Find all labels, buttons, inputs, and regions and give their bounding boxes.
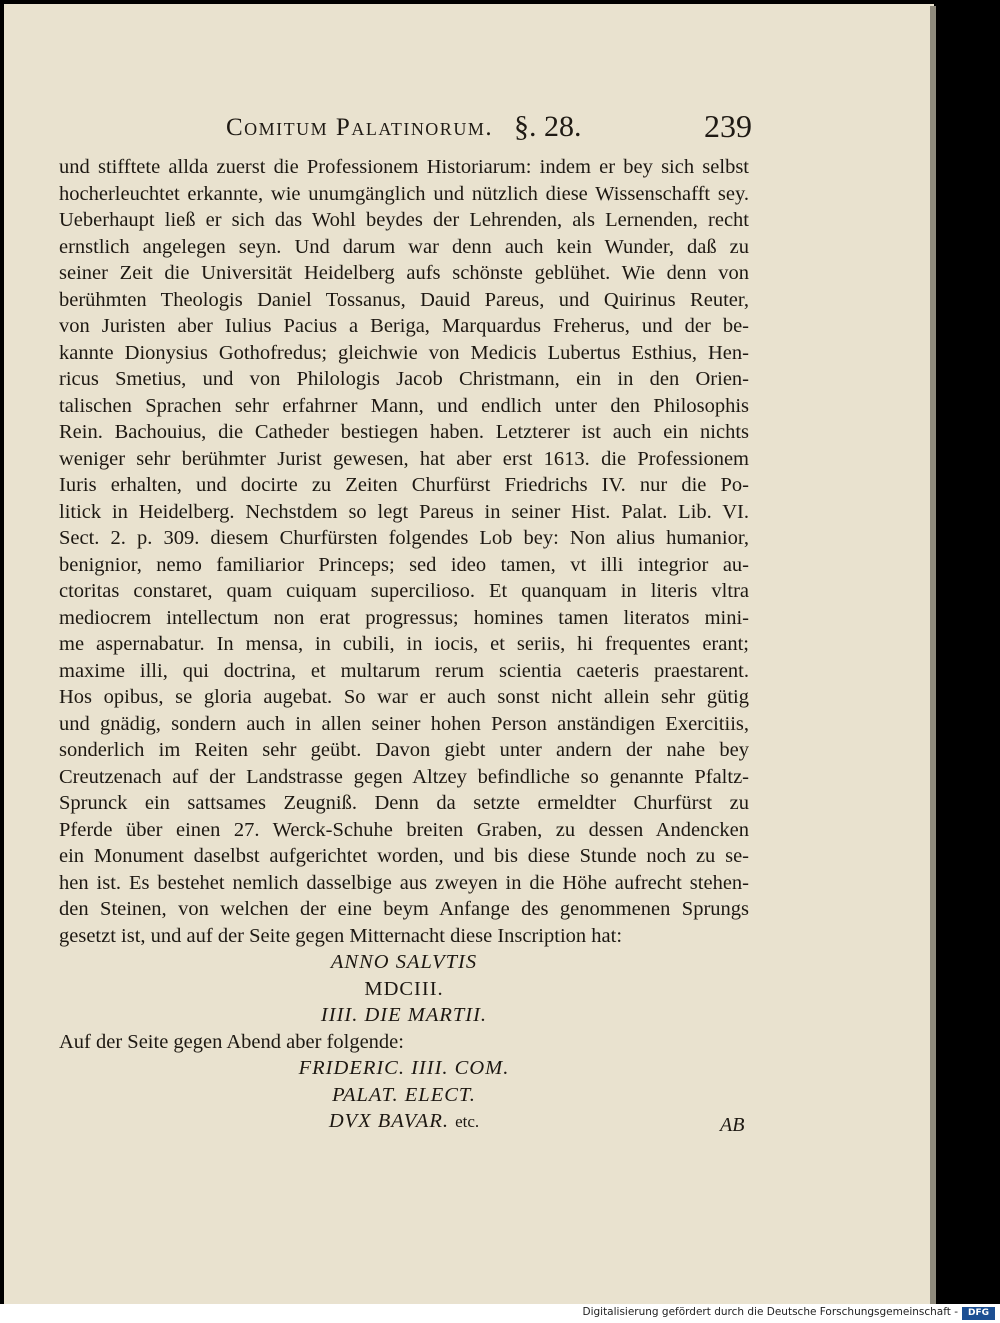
text-line: Sect. 2. p. 309. diesem Churfürsten folgendes Lob bey: Non alius humanior,	[59, 527, 749, 549]
catchword: AB	[720, 1114, 745, 1136]
inscription-west-line-with-etc	[59, 1108, 749, 1135]
running-head-title: Comitum Palatinorum.	[226, 114, 494, 141]
body-text	[59, 154, 749, 1135]
text-line: Rein. Bachouius, die Catheder bestiegen haben. Letzterer ist auch ein nichts	[59, 421, 749, 443]
text-line: Hos opibus, se gloria augebat. So war er auch sonst nicht allein sehr gütig	[59, 686, 749, 708]
inscription-north-line: IIII. DIE MARTII.	[320, 1004, 488, 1026]
text-line: kannte Dionysius Gothofredus; gleichwie von Medicis Lubertus Esthius, Hen-	[59, 341, 749, 364]
text-line: von Juristen aber Iulius Pacius a Beriga, Marquardus Freherus, und der be-	[59, 315, 749, 337]
text-line: seiner Zeit die Universität Heidelberg aufs schönste geblühet. Wie denn von	[59, 262, 749, 284]
text-line: Iuris erhalten, und docirte zu Zeiten Churfürst Friedrichs IV. nur die Po-	[59, 474, 749, 496]
text-line: ein Monument daselbst aufgerichtet worden, und bis diese Stunde noch zu se-	[59, 845, 749, 867]
text-line: ctoritas constaret, quam cuiquam supercilioso. Et quanquam in literis vltra	[59, 580, 749, 602]
text-line: ernstlich angelegen seyn. Und darum war denn auch kein Wunder, daß zu	[59, 235, 749, 258]
inscription-west-line: FRIDERIC. IIII. COM.	[298, 1057, 510, 1079]
text-line: litick in Heidelberg. Nechstdem so legt Pareus in seiner Hist. Palat. Lib. VI.	[59, 500, 749, 523]
running-head-section: §. 28.	[514, 110, 582, 143]
text-line: mediocrem intellectum non erat progressus; homines tamen literatos mini-	[59, 606, 749, 629]
text-line: ricus Smetius, und von Philologis Jacob Christmann, ein in den Orien-	[59, 368, 749, 390]
text-line: berühmten Theologis Daniel Tossanus, Dauid Pareus, und Quirinus Reuter,	[59, 288, 749, 311]
inscription-etc: etc.	[455, 1112, 480, 1131]
text-line: weniger sehr berühmter Jurist gewesen, hat aber erst 1613. die Professionem	[59, 447, 749, 470]
text-line: und gnädig, sondern auch in allen seiner hohen Person anständigen Exercitiis,	[59, 712, 749, 735]
text-line: benignior, nemo familiarior Princeps; sed ideo tamen, vt illi integrior au-	[59, 553, 749, 576]
inscription-north-line: ANNO SALVTIS	[330, 951, 478, 973]
text-line: Ueberhaupt ließ er sich das Wohl beydes der Lehrenden, als Lernenden, recht	[59, 209, 749, 231]
footer-bar	[0, 1304, 1000, 1323]
transition-line: Auf der Seite gegen Abend aber folgende:	[59, 1030, 404, 1053]
footer-credit: Digitalisierung gefördert durch die Deutsche Forschungsgemeinschaft -	[582, 1306, 958, 1318]
page-edge	[930, 6, 936, 1304]
text-line: me aspernabatur. In mensa, in cubili, in iocis, et seriis, hi frequentes erant;	[59, 633, 749, 655]
text-line: Creutzenach auf der Landstrasse gegen Altzey befindliche so genannte Pfaltz-	[59, 765, 749, 788]
inscription-west-line: DVX BAVAR.	[328, 1110, 449, 1132]
text-line: und stifftete allda zuerst die Professionem Historiarum: indem er bey sich selbst	[59, 156, 749, 178]
page-number: 239	[704, 108, 752, 144]
dfg-logo: DFG	[962, 1307, 995, 1320]
text-line: talischen Sprachen sehr erfahrner Mann, und endlich unter den Philosophis	[59, 394, 749, 417]
inscription-north-line: MDCIII.	[364, 977, 444, 1000]
text-line: den Steinen, von welchen der eine beym Anfange des genommenen Sprungs	[59, 898, 749, 920]
text-line: maxime illi, qui doctrina, et multarum rerum scientia caeteris praestarent.	[59, 659, 749, 682]
text-line: sonderlich im Reiten sehr geübt. Davon giebt unter andern der nahe bey	[59, 739, 749, 761]
text-line: gesetzt ist, und auf der Seite gegen Mitternacht diese Inscription hat:	[59, 924, 623, 947]
text-line: hen ist. Es bestehet nemlich dasselbige aus zweyen in die Höhe aufrecht stehen-	[59, 871, 749, 894]
running-head	[4, 110, 934, 150]
inscription-west-line: PALAT. ELECT.	[332, 1083, 476, 1106]
text-line: Pferde über einen 27. Werck-Schuhe breiten Graben, zu dessen Andencken	[59, 818, 749, 841]
book-page	[4, 4, 934, 1304]
text-line: Sprunck ein sattsames Zeugniß. Denn da setzte ermeldter Churfürst zu	[59, 792, 749, 814]
text-line: hocherleuchtet erkannte, wie unumgänglich und nützlich diese Wissenschafft sey.	[59, 182, 749, 205]
